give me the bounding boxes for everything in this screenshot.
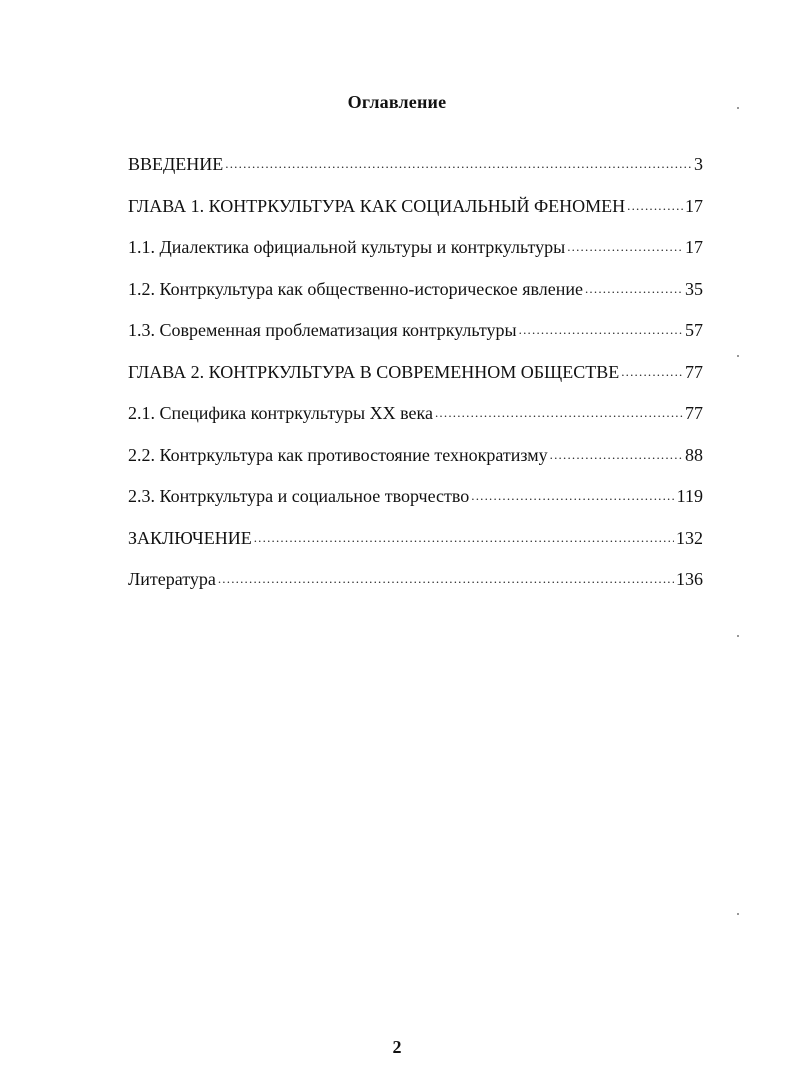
toc-entry-label: ГЛАВА 2. КОНТРКУЛЬТУРА В СОВРЕМЕННОМ ОБЩЕСТВЕ <box>128 361 620 382</box>
table-of-contents <box>128 150 703 607</box>
scan-artifact <box>737 913 739 915</box>
leader-dots <box>550 441 683 469</box>
toc-title: Оглавление <box>347 92 447 112</box>
toc-entry-section-1-1[interactable] <box>128 233 703 275</box>
toc-entry-section-1-2[interactable] <box>128 275 703 317</box>
leader-dots <box>435 399 683 427</box>
page-number: 2 <box>392 1037 402 1057</box>
leader-dots <box>218 565 674 593</box>
toc-entry-section-2-3[interactable] <box>128 482 703 524</box>
toc-entry-label: Литература <box>128 569 216 589</box>
toc-entry-literature[interactable] <box>128 565 703 607</box>
toc-entry-label: ГЛАВА 1. КОНТРКУЛЬТУРА КАК СОЦИАЛЬНЫЙ ФЕНОМЕН <box>128 195 626 216</box>
leader-dots <box>567 233 683 261</box>
toc-entry-label: 2.1. Специфика контркультуры XX века <box>128 403 433 423</box>
toc-entry-page: 136 <box>676 569 703 589</box>
leader-dots <box>621 358 683 386</box>
toc-entry-label: 2.3. Контркультура и социальное творчество <box>128 486 470 506</box>
toc-entry-introduction[interactable] <box>128 150 703 192</box>
toc-entry-label: ЗАКЛЮЧЕНИЕ <box>128 527 252 548</box>
leader-dots <box>519 316 683 344</box>
leader-dots <box>225 150 692 178</box>
toc-entry-chapter-2[interactable] <box>128 358 703 400</box>
toc-entry-conclusion[interactable] <box>128 524 703 566</box>
scan-artifact <box>737 107 739 109</box>
toc-entry-page: 3 <box>694 154 703 174</box>
toc-entry-section-2-2[interactable] <box>128 441 703 483</box>
leader-dots <box>627 192 683 220</box>
leader-dots <box>585 275 683 303</box>
toc-entry-section-1-3[interactable] <box>128 316 703 358</box>
toc-entry-page: 57 <box>685 320 703 340</box>
toc-entry-chapter-1[interactable] <box>128 192 703 234</box>
toc-entry-label: 2.2. Контркультура как противостояние технократизму <box>128 444 548 465</box>
scan-artifact <box>737 355 739 357</box>
toc-entry-page: 119 <box>676 486 703 506</box>
toc-entry-label: 1.1. Диалектика официальной культуры и контркультуры <box>128 237 566 257</box>
toc-entry-page: 35 <box>685 278 703 299</box>
leader-dots <box>471 482 674 510</box>
toc-entry-page: 132 <box>676 527 703 548</box>
toc-entry-page: 77 <box>685 403 703 423</box>
toc-entry-page: 17 <box>685 237 703 257</box>
toc-entry-label: ВВЕДЕНИЕ <box>128 154 224 174</box>
toc-entry-page: 77 <box>685 361 703 382</box>
toc-entry-label: 1.2. Контркультура как общественно-историческое явление <box>128 278 583 299</box>
scan-artifact <box>737 635 739 637</box>
toc-entry-section-2-1[interactable] <box>128 399 703 441</box>
toc-entry-page: 17 <box>685 195 703 216</box>
toc-entry-label: 1.3. Современная проблематизация контркультуры <box>128 320 517 340</box>
leader-dots <box>254 524 674 552</box>
toc-entry-page: 88 <box>685 444 703 465</box>
